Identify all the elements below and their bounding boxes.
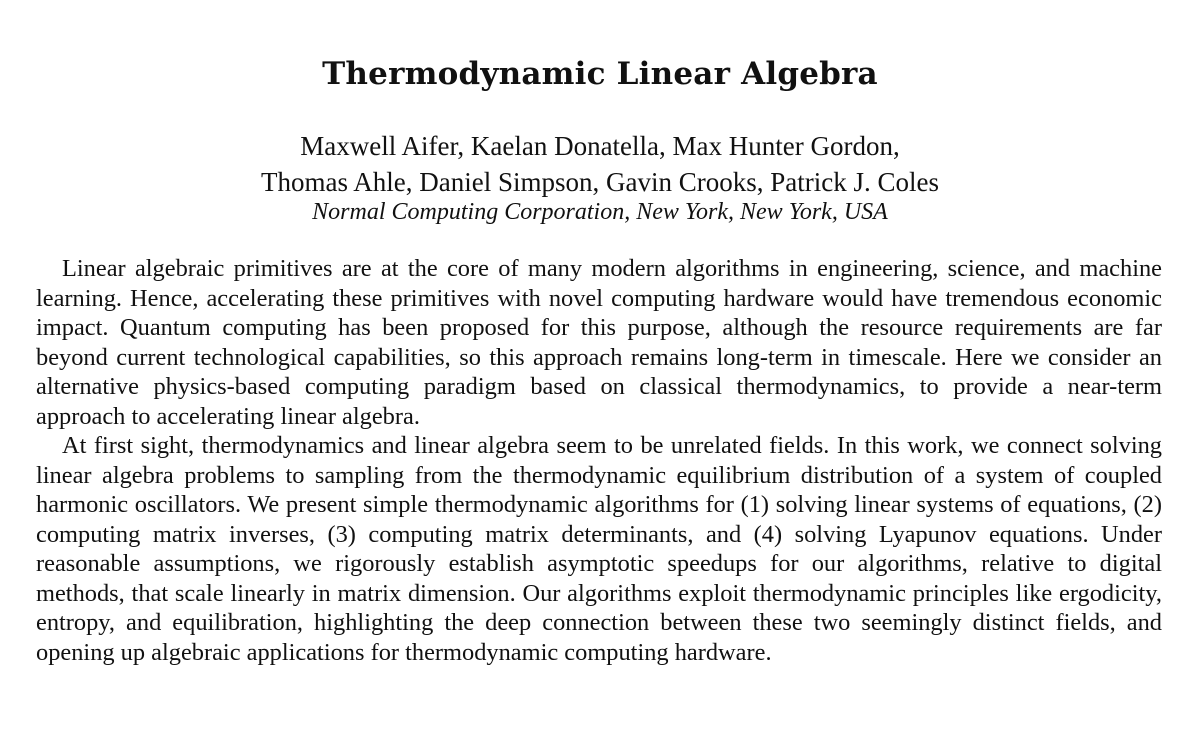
author-line-2: Thomas Ahle, Daniel Simpson, Gavin Crooks, Patrick J. Coles — [261, 167, 939, 197]
author-line-1: Maxwell Aifer, Kaelan Donatella, Max Hunter Gordon, — [300, 131, 900, 161]
abstract-paragraph-1: Linear algebraic primitives are at the core of many modern algorithms in engineering, science, and machine learning. Hence, accelerating these primitives with novel computing hardware would have tremendous economic impact. Quantum computing has been proposed for this purpose, although the resource requirements are far beyond current technological capabilities, so this approach remains long-term in timescale. Here we consider an alternative physics-based computing paradigm based on classical thermodynamics, to provide a near-term approach to accelerating linear algebra. — [36, 255, 1162, 430]
affiliation: Normal Computing Corporation, New York, New York, USA — [312, 199, 888, 225]
paper-title: Thermodynamic Linear Algebra — [322, 56, 878, 92]
abstract-paragraph-2: At first sight, thermodynamics and linear algebra seem to be unrelated fields. In this work, we connect solving linear algebra problems to sampling from the thermodynamic equilibrium distribution of a system of coupled harmonic oscillators. We present simple thermodynamic algorithms for (1) solving linear systems of equations, (2) computing matrix inverses, (3) computing matrix determinants, and (4) solving Lyapunov equations. Under reasonable assumptions, we rigorously establish asymptotic speedups for our algorithms, relative to digital methods, that scale linearly in matrix dimension. Our algorithms exploit thermodynamic principles like ergodicity, entropy, and equilibration, highlighting the deep connection between these two seemingly distinct fields, and opening up algebraic applications for thermodynamic computing hardware. — [36, 432, 1162, 666]
author-list — [0, 128, 1200, 200]
abstract — [36, 254, 1162, 667]
